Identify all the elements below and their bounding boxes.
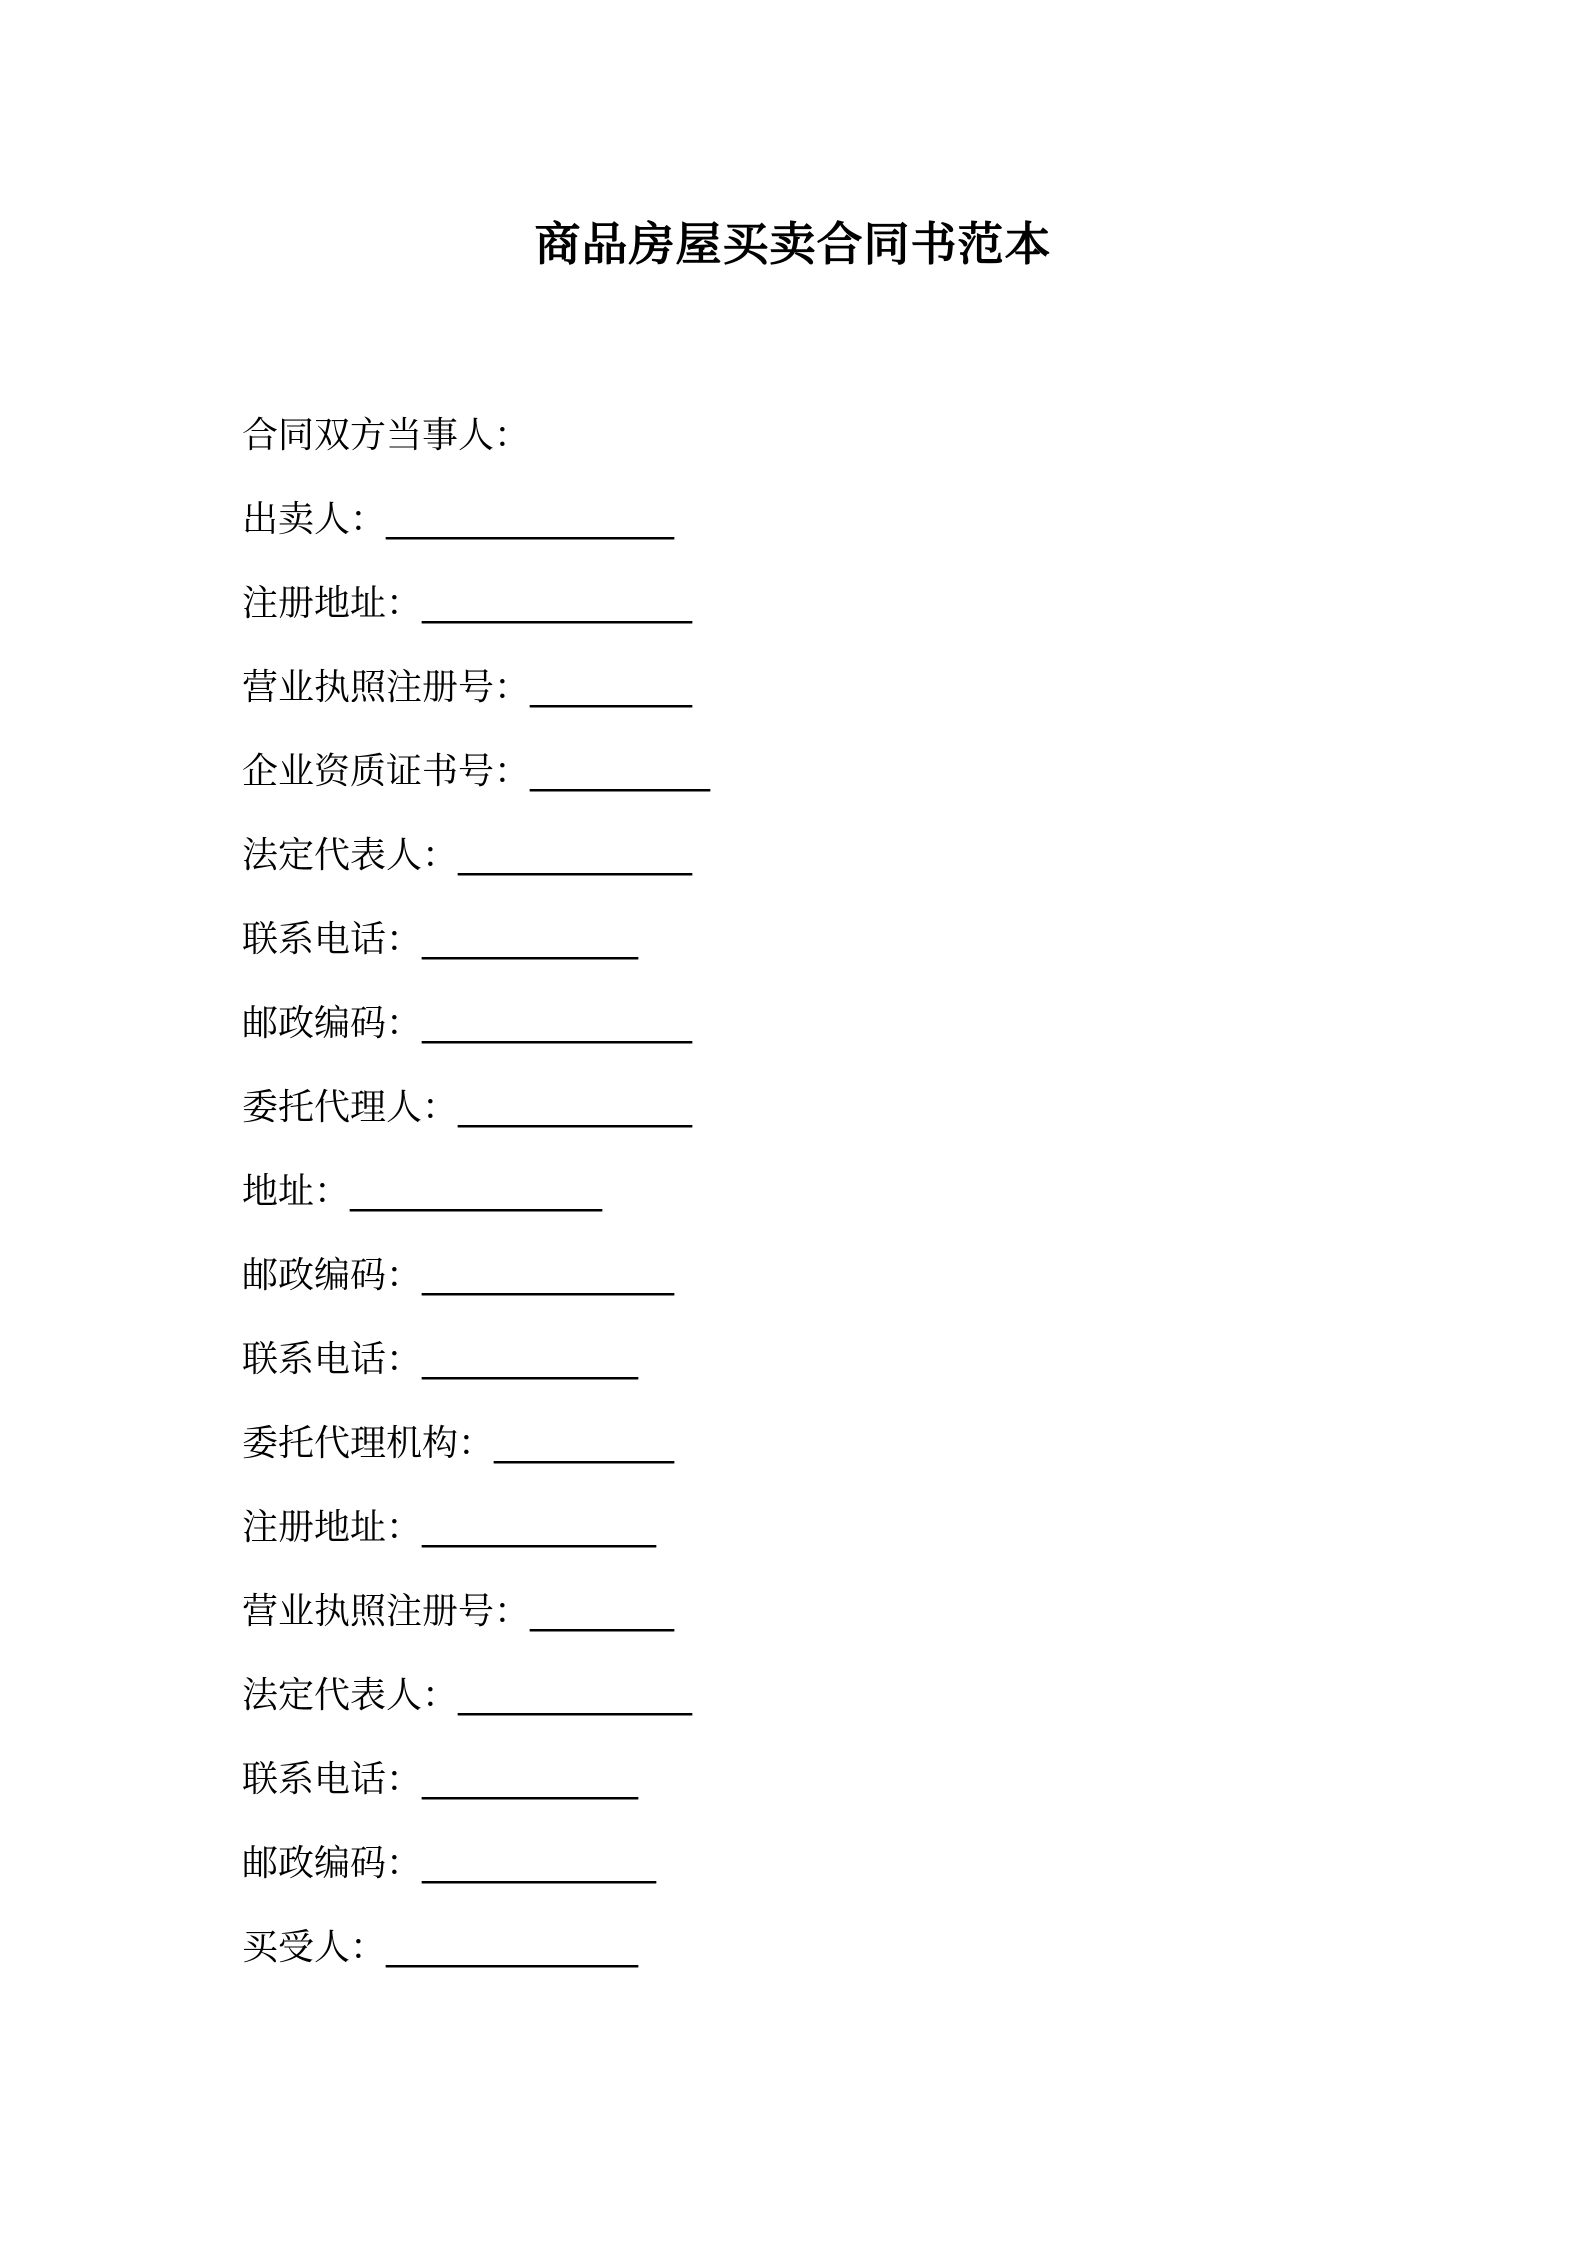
seller-legal-representative-field <box>242 824 1342 908</box>
seller-phone-field <box>242 908 1342 992</box>
seller-business-license-field <box>242 656 1342 740</box>
field-blank: __________ <box>494 1423 675 1464</box>
field-label: 企业资质证书号： <box>242 751 531 792</box>
field-label: 注册地址： <box>242 1507 423 1548</box>
agency-postal-code-field <box>242 1832 1342 1916</box>
field-blank: ______________ <box>386 1927 639 1968</box>
agency-registered-address-field <box>242 1496 1342 1580</box>
field-label: 联系电话： <box>242 1759 423 1800</box>
field-blank: _____________ <box>422 1843 657 1884</box>
field-label: 营业执照注册号： <box>242 667 531 708</box>
agent-field <box>242 1076 1342 1160</box>
field-label: 法定代表人： <box>242 1675 459 1716</box>
field-label: 邮政编码： <box>242 1255 423 1296</box>
field-blank: ______________ <box>350 1171 603 1212</box>
seller-postal-code-field <box>242 992 1342 1076</box>
field-blank: ____________ <box>422 1759 639 1800</box>
agent-postal-code-field <box>242 1244 1342 1328</box>
field-label: 买受人： <box>242 1927 387 1968</box>
field-blank: _____________ <box>458 1087 693 1128</box>
field-label: 营业执照注册号： <box>242 1591 531 1632</box>
seller-field <box>242 488 1342 572</box>
party-heading <box>242 404 1342 488</box>
field-blank: ____________ <box>422 1339 639 1380</box>
field-blank: ________________ <box>386 499 675 540</box>
buyer-field <box>242 1916 1342 2000</box>
agency-legal-representative-field <box>242 1664 1342 1748</box>
field-label: 联系电话： <box>242 1339 423 1380</box>
field-label: 委托代理人： <box>242 1087 459 1128</box>
field-label: 出卖人： <box>242 499 387 540</box>
agency-business-license-field <box>242 1580 1342 1664</box>
field-blank: _____________ <box>458 835 693 876</box>
document-title: 商品房屋买卖合同书范本 <box>534 217 1052 271</box>
agent-phone-field <box>242 1328 1342 1412</box>
field-blank: _______________ <box>422 1003 693 1044</box>
field-blank: _____________ <box>458 1675 693 1716</box>
field-blank: ______________ <box>422 1255 675 1296</box>
field-blank: _____________ <box>422 1507 657 1548</box>
field-blank: _________ <box>530 667 693 708</box>
field-blank: ____________ <box>422 919 639 960</box>
seller-registered-address-field <box>242 572 1342 656</box>
field-blank: __________ <box>530 751 711 792</box>
field-label: 邮政编码： <box>242 1003 423 1044</box>
field-label: 地址： <box>242 1171 351 1212</box>
field-blank: ________ <box>530 1591 675 1632</box>
agency-field <box>242 1412 1342 1496</box>
field-label: 委托代理机构： <box>242 1423 495 1464</box>
field-label: 注册地址： <box>242 583 423 624</box>
seller-qualification-cert-field <box>242 740 1342 824</box>
field-label: 法定代表人： <box>242 835 459 876</box>
field-blank: _______________ <box>422 583 693 624</box>
agency-phone-field <box>242 1748 1342 1832</box>
field-label: 邮政编码： <box>242 1843 423 1884</box>
field-label: 合同双方当事人： <box>242 415 531 456</box>
field-label: 联系电话： <box>242 919 423 960</box>
party-info-list <box>242 404 1342 2000</box>
agent-address-field <box>242 1160 1342 1244</box>
